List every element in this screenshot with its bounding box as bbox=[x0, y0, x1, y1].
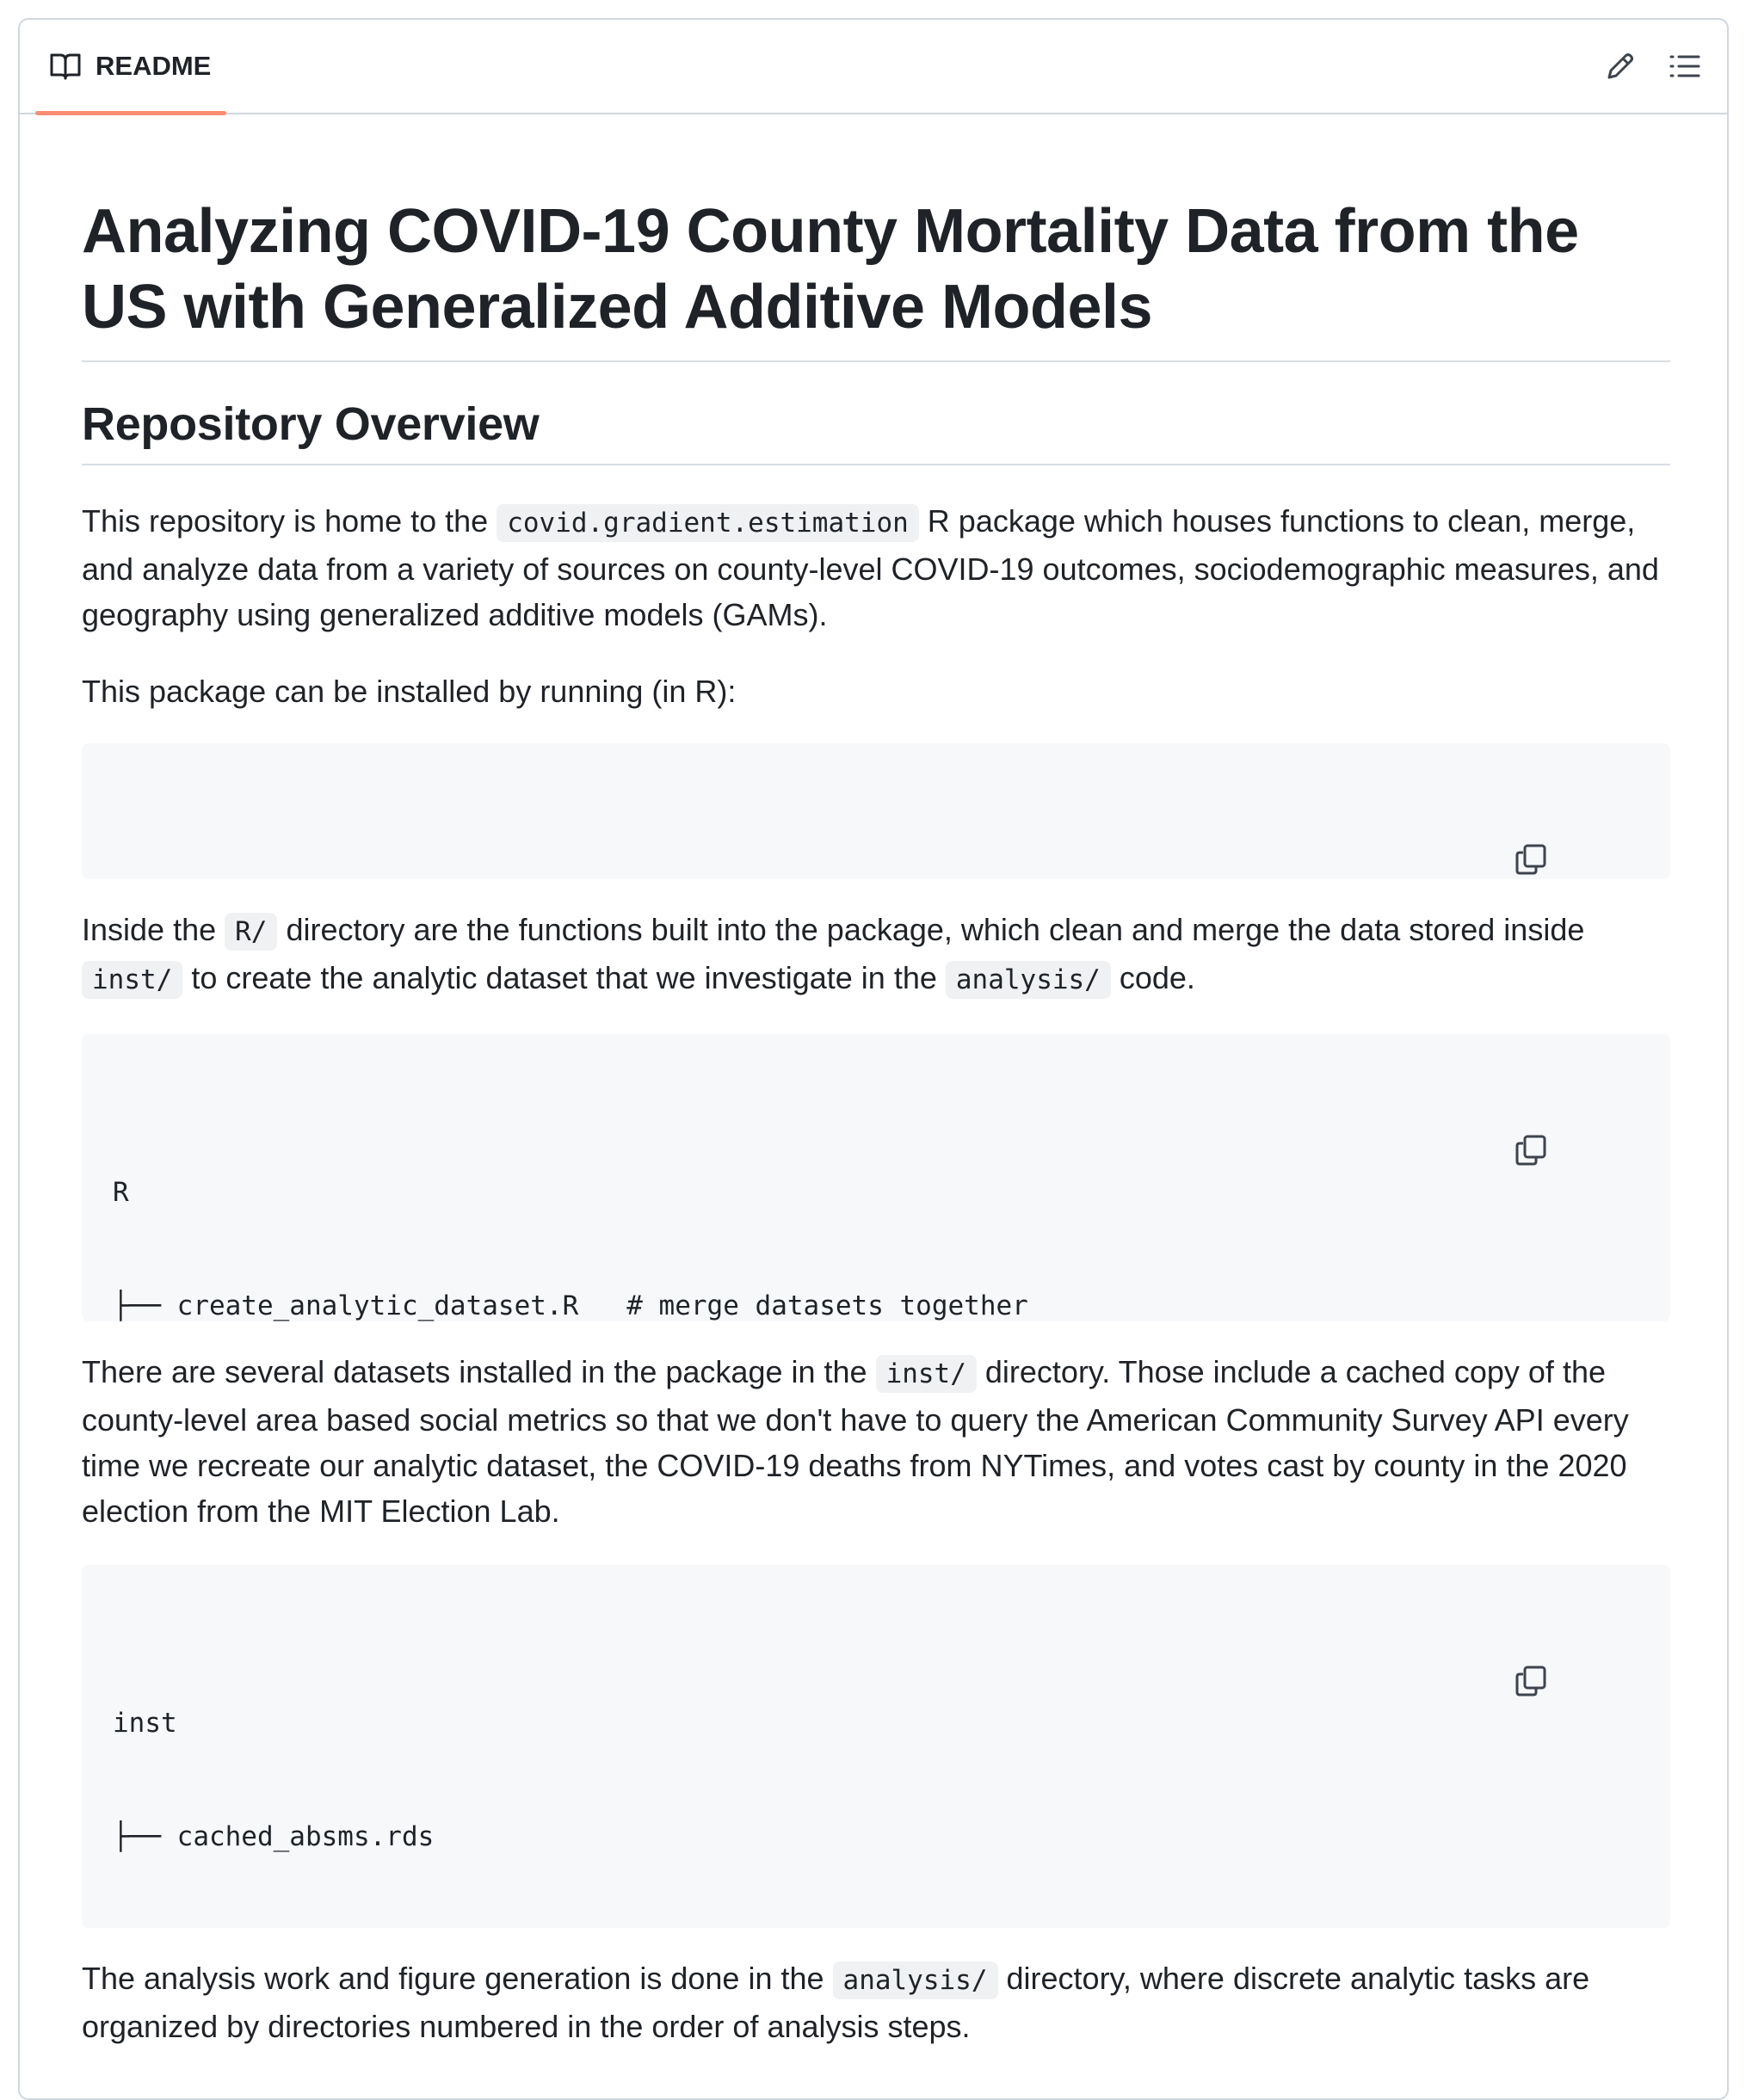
r-dir-paragraph bbox=[82, 907, 1670, 1003]
readme-content bbox=[82, 113, 1670, 2049]
inst-paragraph bbox=[82, 1349, 1670, 1534]
r-tree-code-block bbox=[82, 1034, 1670, 1321]
tree-line: ├── create_analytic_dataset.R # merge datasets together bbox=[113, 1290, 1028, 1321]
copy-icon[interactable] bbox=[1514, 1058, 1643, 1242]
text-span: directory are the functions built into the package, which clean and merge the data stored inside bbox=[277, 912, 1585, 947]
install-intro: This package can be installed by running (in R): bbox=[82, 674, 737, 709]
header-actions bbox=[1605, 20, 1701, 113]
readme-title: Analyzing COVID-19 County Mortality Data from the US with Generalized Additive Models bbox=[82, 194, 1670, 362]
tree-line: R bbox=[113, 1177, 129, 1208]
copy-icon[interactable] bbox=[1514, 767, 1643, 879]
text-span: R package which houses functions to clean, merge, and analyze data from a variety of sources on county-level COVID-19 outcomes, sociodemographic measures, and geography using generalized additive models (GAMs). bbox=[82, 503, 1659, 632]
install-code-block bbox=[82, 743, 1670, 879]
text-span: Inside the bbox=[82, 912, 225, 947]
inline-code: analysis/ bbox=[833, 1961, 998, 1999]
list-icon[interactable] bbox=[1669, 52, 1701, 81]
inline-code: inst/ bbox=[82, 961, 182, 999]
copy-icon[interactable] bbox=[1514, 1589, 1643, 1773]
inline-code: inst/ bbox=[876, 1355, 977, 1393]
text-span: directory, where discrete analytic tasks are organized by directories numbered in the order of analysis steps. bbox=[82, 1961, 1590, 2044]
inline-code: R/ bbox=[225, 913, 277, 951]
text-span: There are several datasets installed in the package in the bbox=[82, 1354, 876, 1389]
readme-header bbox=[20, 20, 1727, 114]
overview-heading: Repository Overview bbox=[82, 395, 1670, 465]
book-icon bbox=[49, 52, 82, 81]
readme-tab-label: README bbox=[96, 51, 212, 81]
tree-line: inst bbox=[113, 1708, 177, 1739]
text-span: code. bbox=[1110, 960, 1195, 995]
inline-code: analysis/ bbox=[946, 961, 1111, 999]
tree-line: ├── cached_absms.rds bbox=[113, 1821, 435, 1852]
text-span: to create the analytic dataset that we investigate in the bbox=[182, 960, 946, 995]
text-span: This repository is home to the bbox=[82, 503, 497, 539]
pencil-icon[interactable] bbox=[1605, 51, 1636, 82]
inline-code: covid.gradient.estimation bbox=[497, 504, 919, 542]
readme-panel bbox=[18, 18, 1729, 2100]
analysis-paragraph bbox=[82, 1955, 1670, 2049]
inst-tree-code-block bbox=[82, 1565, 1670, 1928]
text-span: directory. Those include a cached copy of the county-level area based social metrics so that we don't have to query the American Community Survey API every time we recreate our analytic dataset, the COVID-19 deaths from NYTimes, and votes cast by county in the 2020 election from the MIT Election Lab. bbox=[82, 1354, 1629, 1529]
readme-tab[interactable] bbox=[35, 20, 225, 113]
text-span: The analysis work and figure generation is done in the bbox=[82, 1961, 833, 1996]
overview-paragraph bbox=[82, 498, 1670, 637]
